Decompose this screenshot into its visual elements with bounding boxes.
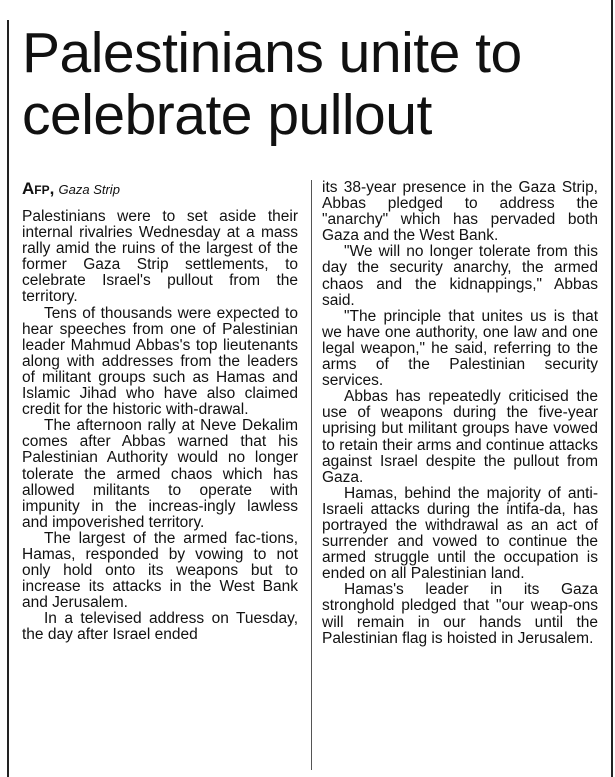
headline <box>22 22 607 146</box>
article-paragraph: "The principle that unites us is that we have one authority, one law and one legal weapon," he said, referring to the arms of the Palestinian security services. <box>322 307 598 390</box>
article-paragraph: "We will no longer tolerate from this day the security anarchy, the armed chaos and the kidnappings," Abbas said. <box>322 243 598 309</box>
article-paragraph: Palestinians were to set aside their internal rivalries Wednesday at a mass rally amid the ruins of the largest of the former Gaza Strip settlements, to celebrate Israel's pullout from the territory. <box>22 208 298 306</box>
article-paragraph: Hamas, behind the majority of anti-Israeli attacks during the intifa-da, has portrayed the withdrawal as an act of surrender and vowed to continue the armed struggle until the occupation is ended on all Palestinian land. <box>322 484 598 583</box>
article-paragraph: its 38-year presence in the Gaza Strip, Abbas pledged to address the "anarchy" which has pervaded both Gaza and the West Bank. <box>322 179 598 245</box>
right-page-rule <box>611 0 613 777</box>
article-column-left <box>22 180 298 644</box>
headline-line-2: celebrate pullout <box>22 83 432 147</box>
article-column-right <box>322 180 598 647</box>
headline-line-1: Palestinians unite to <box>22 21 522 85</box>
article-paragraph: In a televised address on Tuesday, the day after Israel ended <box>22 610 298 644</box>
article-paragraph: Abbas has repeatedly criticised the use of weapons during the five-year uprising but militant groups have vowed to retain their arms and continue attacks against Israel despite the pullout from Gaza. <box>322 388 598 486</box>
byline-place: Gaza Strip <box>58 182 120 197</box>
byline-source: Afp, <box>22 179 55 198</box>
left-column-rule <box>7 20 9 777</box>
article-paragraph: Tens of thousands were expected to hear speeches from one of Palestinian leader Mahmud Abbas's top lieutenants along with addresses from the leaders of militant groups such as Hamas and Islamic Jihad who have also claimed credit for the historic with-drawal. <box>22 304 298 419</box>
column-divider <box>311 180 312 770</box>
article-paragraph: The afternoon rally at Neve Dekalim comes after Abbas warned that his Palestinian Authority would no longer tolerate the armed chaos which has allowed militants to operate with impunity in the increas-ingly lawless and impoverished territory. <box>22 417 298 531</box>
article-paragraph: Hamas's leader in its Gaza stronghold pledged that "our weap-ons will remain in our hands until the Palestinian flag is hoisted in Jerusalem. <box>322 581 598 647</box>
article-paragraph: The largest of the armed fac-tions, Hamas, responded by vowing to not only hold onto its weapons but to increase its attacks in the West Bank and Jerusalem. <box>22 529 298 612</box>
byline <box>22 180 298 199</box>
